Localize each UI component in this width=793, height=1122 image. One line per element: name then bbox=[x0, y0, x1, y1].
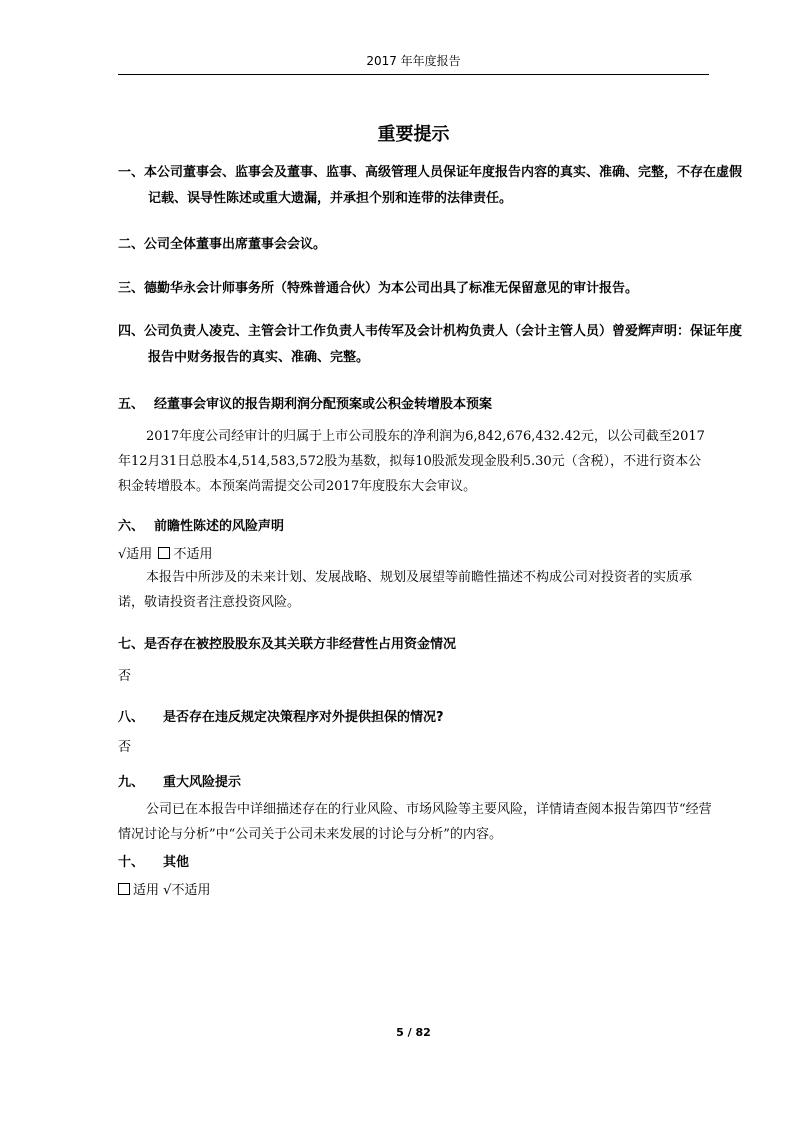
section-heading-text: 是否存在违反规定决策程序对外提供担保的情况? bbox=[163, 710, 444, 725]
checkbox-empty-icon bbox=[158, 547, 170, 559]
section-five-heading bbox=[118, 392, 712, 418]
section-number: 五、 bbox=[118, 397, 145, 412]
section-eight-answer: 否 bbox=[118, 740, 132, 755]
section-number: 十、 bbox=[118, 855, 145, 870]
applicable-checked: √适用 bbox=[118, 547, 153, 562]
section-five-body: 2017年度公司经审计的归属于上市公司股东的净利润为6,842,676,432.42元，以公司截至2017年12月31日总股本4,514,583,572股为基数，拟每10股派发现金股利5.30元（含税），不进行资本公积金转增股本。本预案尚需提交公司2017年度股东大会审议。 bbox=[118, 429, 705, 494]
section-nine-body: 公司已在本报告中详细描述存在的行业风险、市场风险等主要风险，详情请查阅本报告第四节“经营情况讨论与分析”中“公司关于公司未来发展的讨论与分析”的内容。 bbox=[118, 802, 712, 842]
section-six-options bbox=[118, 542, 712, 567]
running-header: 2017 年年度报告 bbox=[366, 54, 461, 68]
section-heading-text: 重大风险提示 bbox=[163, 775, 242, 790]
applicable-label: 适用 bbox=[133, 883, 160, 898]
checkbox-empty-icon bbox=[118, 883, 130, 895]
section-heading-text: 前瞻性陈述的风险声明 bbox=[154, 519, 285, 534]
item-two: 二、公司全体董事出席董事会会议。 bbox=[118, 237, 327, 252]
section-number: 九、 bbox=[118, 775, 145, 790]
section-ten-options bbox=[118, 878, 712, 903]
section-six-body: 本报告中所涉及的未来计划、发展战略、规划及展望等前瞻性描述不构成公司对投资者的实质承诺，敬请投资者注意投资风险。 bbox=[118, 570, 693, 610]
section-ten-heading bbox=[118, 850, 712, 876]
section-heading-text: 其他 bbox=[163, 855, 190, 870]
section-seven-heading: 七、是否存在被控股股东及其关联方非经营性占用资金情况 bbox=[118, 637, 457, 652]
section-six-heading bbox=[118, 514, 712, 540]
section-seven-answer: 否 bbox=[118, 669, 132, 684]
not-applicable-checked: √不适用 bbox=[163, 883, 211, 898]
item-one: 一、本公司董事会、监事会及董事、监事、高级管理人员保证年度报告内容的真实、准确、完整，不存在虚假记载、误导性陈述或重大遗漏，并承担个别和连带的法律责任。 bbox=[118, 165, 743, 206]
section-number: 八、 bbox=[118, 710, 145, 725]
section-heading-text: 经董事会审议的报告期利润分配预案或公积金转增股本预案 bbox=[154, 397, 493, 412]
section-nine-heading bbox=[118, 770, 712, 796]
section-eight-heading bbox=[118, 705, 712, 731]
header-divider bbox=[118, 74, 709, 75]
page-number: 5 / 82 bbox=[396, 1026, 431, 1039]
item-three: 三、德勤华永会计师事务所（特殊普通合伙）为本公司出具了标准无保留意见的审计报告。 bbox=[118, 281, 639, 296]
page-title: 重要提示 bbox=[377, 124, 450, 145]
section-number: 六、 bbox=[118, 519, 145, 534]
not-applicable-label: 不适用 bbox=[173, 547, 213, 562]
item-four: 四、公司负责人凌克、主管会计工作负责人韦传军及会计机构负责人（会计主管人员）曾爱辉声明：保证年度报告中财务报告的真实、准确、完整。 bbox=[118, 324, 743, 365]
